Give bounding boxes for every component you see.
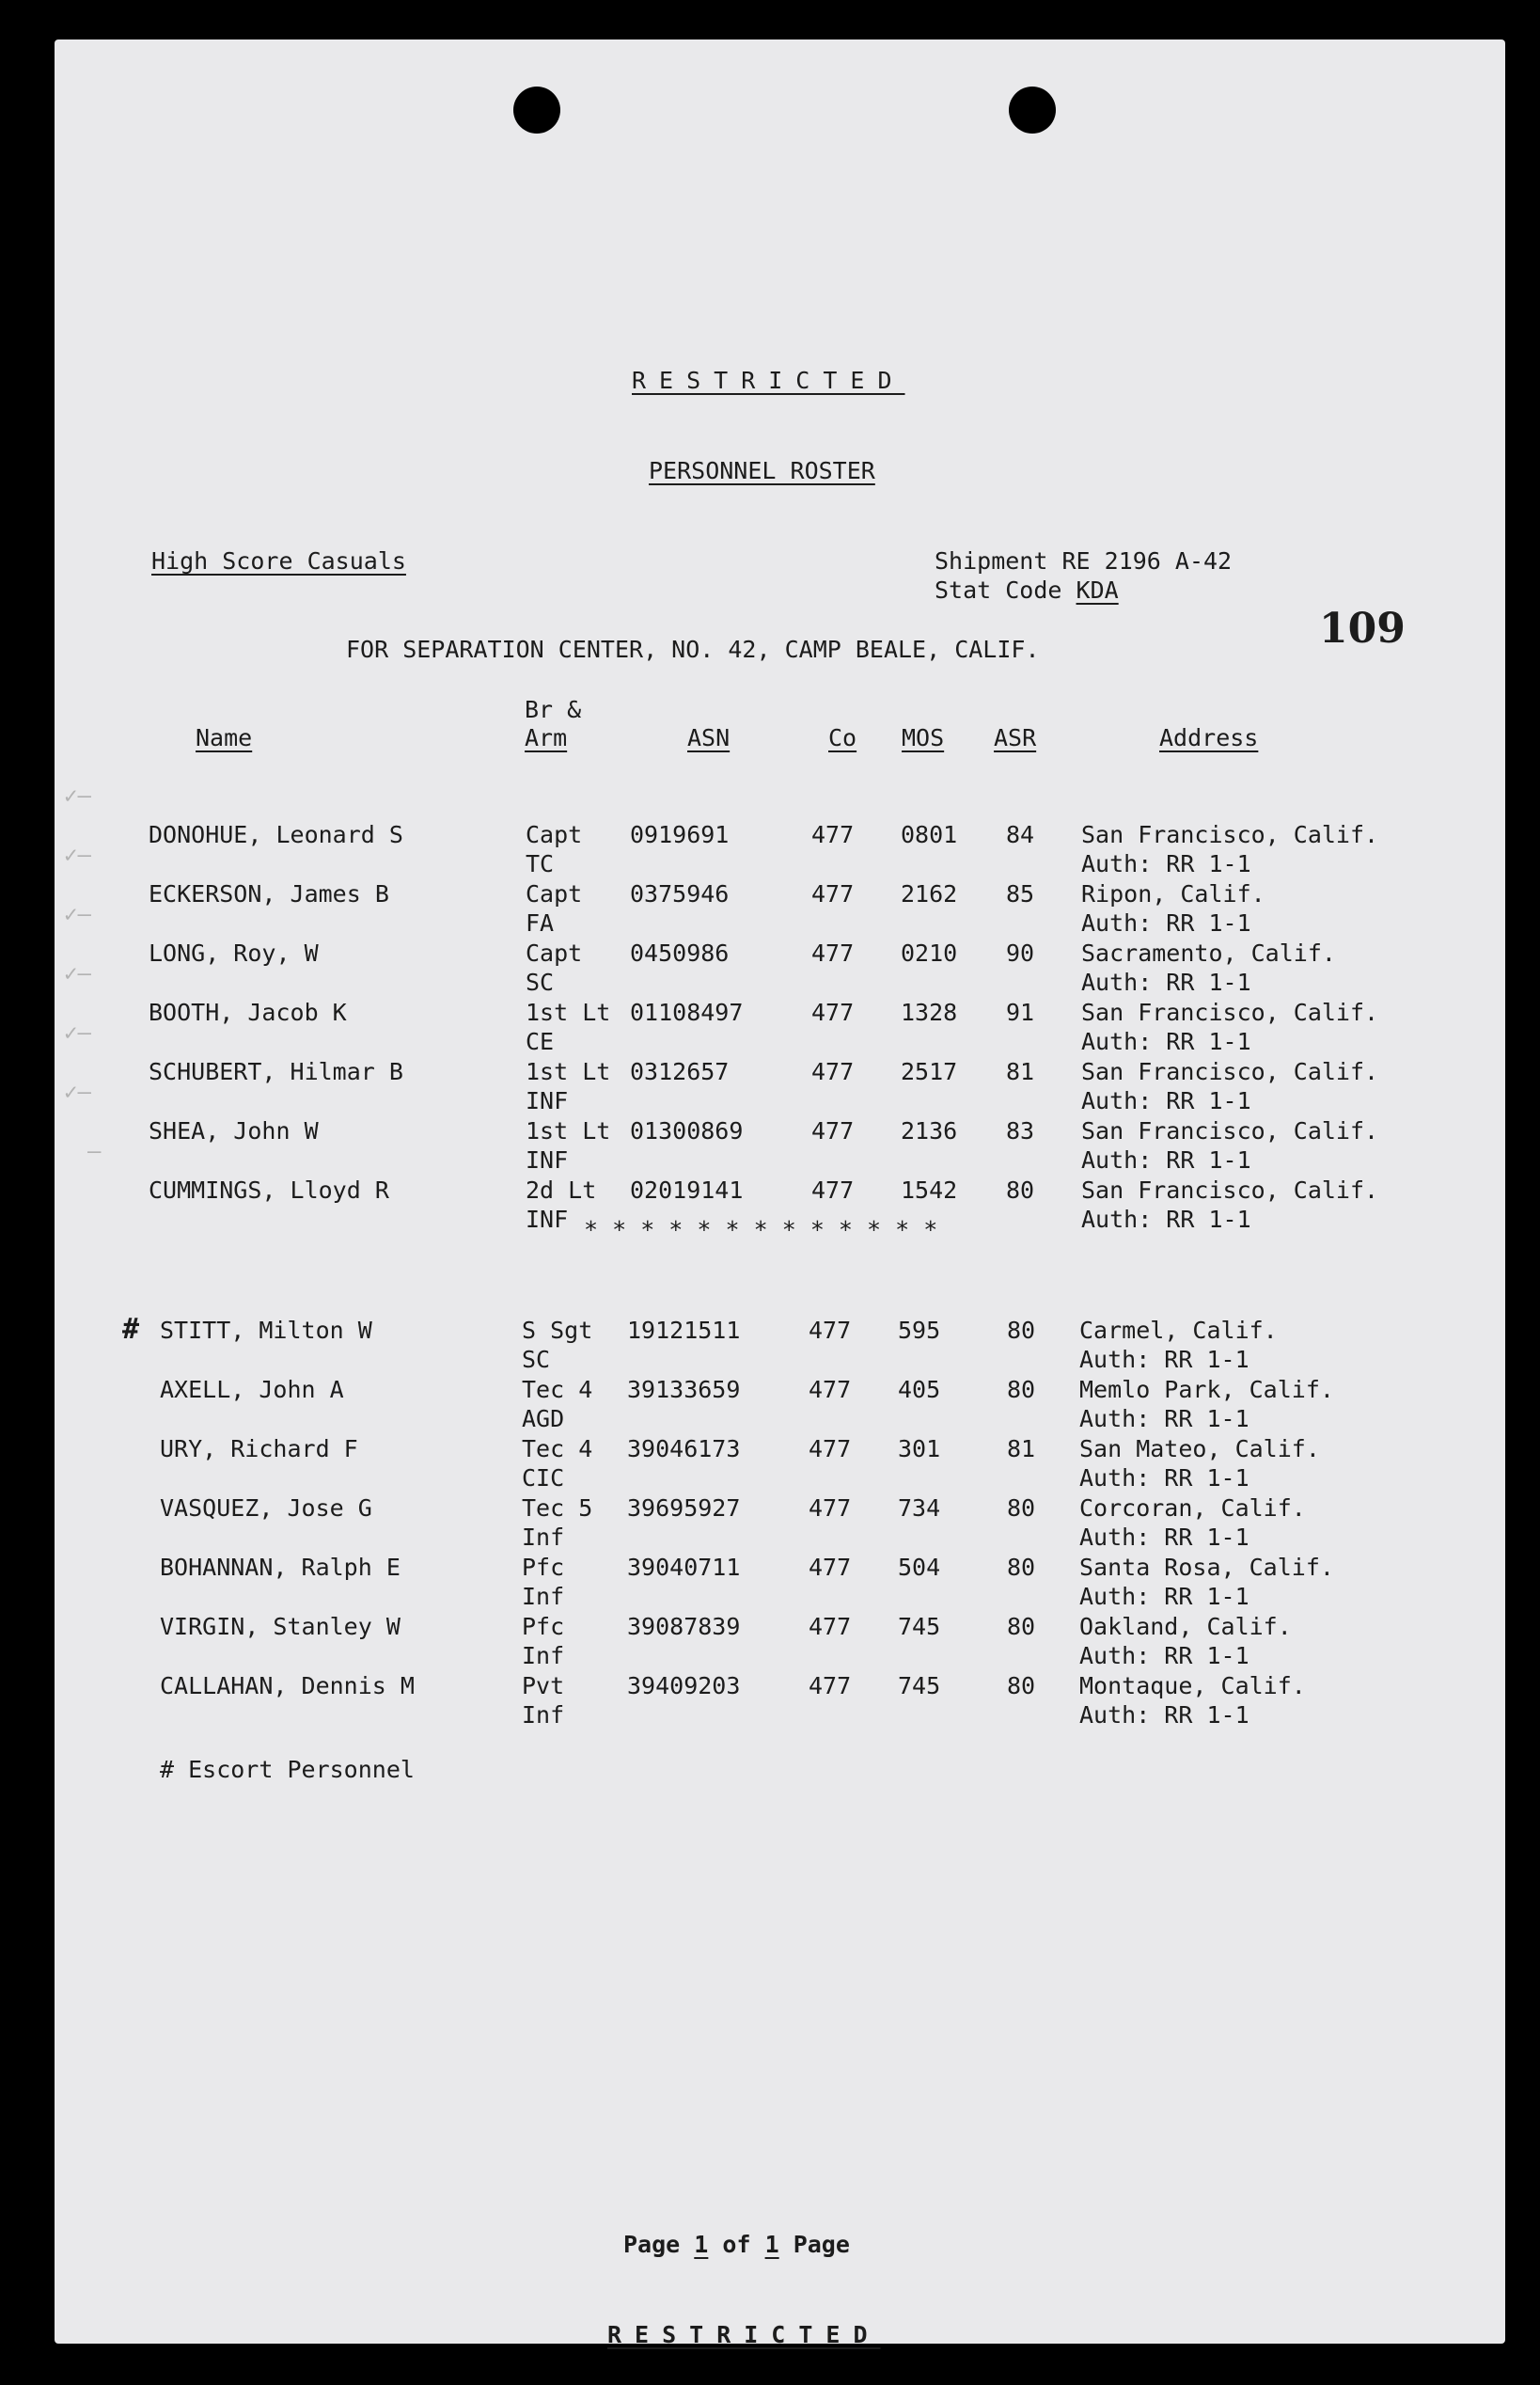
punch-hole-right: [1009, 87, 1056, 134]
mos: 504: [898, 1554, 941, 1581]
asr-score: 80: [1007, 1494, 1036, 1522]
classification-footer: RESTRICTED: [607, 2321, 881, 2348]
rank: 1st Lt: [526, 999, 611, 1026]
address: Corcoran, Calif.: [1079, 1494, 1306, 1522]
page-current: 1: [694, 2231, 709, 2258]
person-name: SHEA, John W: [149, 1117, 319, 1145]
branch: TC: [526, 850, 555, 877]
person-name: VIRGIN, Stanley W: [160, 1613, 401, 1640]
authority: Auth: RR 1-1: [1079, 1642, 1249, 1669]
authority: Auth: RR 1-1: [1081, 1206, 1251, 1233]
asr-score: 80: [1007, 1376, 1036, 1403]
check-mark: ✓–: [64, 782, 91, 809]
page-total: 1: [764, 2231, 779, 2258]
col-asn: ASN: [687, 724, 731, 751]
group-label: High Score Casuals: [151, 547, 406, 575]
asr-score: 83: [1006, 1117, 1035, 1145]
shipment-value: RE 2196 A-42: [1061, 547, 1233, 575]
branch: CE: [526, 1028, 555, 1055]
check-mark: ✓–: [64, 1079, 91, 1105]
authority: Auth: RR 1-1: [1079, 1405, 1249, 1432]
mos: 734: [898, 1494, 941, 1522]
branch: INF: [526, 1146, 569, 1174]
company: 477: [809, 1672, 852, 1699]
company: 477: [811, 880, 855, 908]
branch: SC: [526, 969, 555, 996]
rank: Tec 4: [522, 1376, 593, 1403]
row-mark: #: [122, 1313, 140, 1346]
company: 477: [811, 1177, 855, 1204]
branch: INF: [526, 1206, 569, 1233]
rank: Capt: [526, 880, 583, 908]
asn: 02019141: [630, 1177, 744, 1204]
rank: Capt: [526, 821, 583, 848]
person-name: STITT, Milton W: [160, 1317, 372, 1344]
authority: Auth: RR 1-1: [1081, 1087, 1251, 1114]
page-number: 109: [1319, 605, 1406, 653]
authority: Auth: RR 1-1: [1079, 1701, 1249, 1729]
address: San Francisco, Calif.: [1081, 1177, 1379, 1204]
branch: INF: [526, 1087, 569, 1114]
shipment-line: [935, 549, 1232, 573]
mos: 0801: [901, 821, 958, 848]
authority: Auth: RR 1-1: [1081, 1146, 1251, 1174]
branch: Inf: [522, 1642, 565, 1669]
asr-score: 80: [1007, 1613, 1036, 1640]
company: 477: [811, 940, 855, 967]
mos: 745: [898, 1613, 941, 1640]
company: 477: [809, 1376, 852, 1403]
rank: 1st Lt: [526, 1058, 611, 1085]
classification-header: RESTRICTED: [632, 367, 905, 394]
branch: CIC: [522, 1464, 565, 1492]
document-title: PERSONNEL ROSTER: [649, 457, 875, 484]
person-name: CUMMINGS, Lloyd R: [149, 1177, 389, 1204]
person-name: BOOTH, Jacob K: [149, 999, 347, 1026]
asr-score: 81: [1007, 1435, 1036, 1462]
company: 477: [811, 1117, 855, 1145]
col-mos: MOS: [902, 724, 945, 751]
address: Ripon, Calif.: [1081, 880, 1265, 908]
rank: Tec 5: [522, 1494, 593, 1522]
branch: Inf: [522, 1701, 565, 1729]
person-name: ECKERSON, James B: [149, 880, 389, 908]
authority: Auth: RR 1-1: [1081, 1028, 1251, 1055]
of-word: of: [722, 2231, 751, 2258]
check-mark: ✓–: [64, 901, 91, 927]
address: San Francisco, Calif.: [1081, 999, 1379, 1026]
stat-code-value: KDA: [1076, 577, 1119, 604]
col-asr: ASR: [994, 724, 1037, 751]
person-name: SCHUBERT, Hilmar B: [149, 1058, 403, 1085]
asn: 39046173: [627, 1435, 741, 1462]
person-name: URY, Richard F: [160, 1435, 358, 1462]
authority: Auth: RR 1-1: [1081, 969, 1251, 996]
asn: 39695927: [627, 1494, 741, 1522]
mos: 1542: [901, 1177, 958, 1204]
branch: SC: [522, 1346, 551, 1373]
authority: Auth: RR 1-1: [1079, 1464, 1249, 1492]
person-name: CALLAHAN, Dennis M: [160, 1672, 415, 1699]
company: 477: [809, 1613, 852, 1640]
address: Oakland, Calif.: [1079, 1613, 1292, 1640]
asn: 0312657: [630, 1058, 730, 1085]
rank: Pfc: [522, 1613, 565, 1640]
asr-score: 80: [1007, 1554, 1036, 1581]
authority: Auth: RR 1-1: [1079, 1583, 1249, 1610]
address: San Francisco, Calif.: [1081, 1058, 1379, 1085]
asr-score: 90: [1006, 940, 1035, 967]
asn: 01300869: [630, 1117, 744, 1145]
rank: S Sgt: [522, 1317, 593, 1344]
address: Memlo Park, Calif.: [1079, 1376, 1334, 1403]
footnote: # Escort Personnel: [160, 1756, 415, 1783]
shipment-label: Shipment: [935, 547, 1048, 575]
asn: 39087839: [627, 1613, 741, 1640]
address: San Francisco, Calif.: [1081, 821, 1379, 848]
check-mark: ✓–: [64, 1019, 91, 1046]
asr-score: 80: [1007, 1317, 1036, 1344]
branch: FA: [526, 909, 555, 937]
asr-score: 84: [1006, 821, 1035, 848]
address: Santa Rosa, Calif.: [1079, 1554, 1334, 1581]
branch: AGD: [522, 1405, 565, 1432]
stat-code-line: [935, 578, 1119, 602]
mos: 595: [898, 1317, 941, 1344]
company: 477: [809, 1554, 852, 1581]
rank: Pvt: [522, 1672, 565, 1699]
branch: Inf: [522, 1583, 565, 1610]
company: 477: [811, 1058, 855, 1085]
company: 477: [809, 1435, 852, 1462]
rank: Capt: [526, 940, 583, 967]
stat-code-label: Stat Code: [935, 577, 1062, 604]
asn: 0919691: [630, 821, 730, 848]
check-mark: ✓–: [64, 842, 91, 868]
col-co: Co: [828, 724, 857, 751]
rank: 1st Lt: [526, 1117, 611, 1145]
mos: 2162: [901, 880, 958, 908]
address: San Francisco, Calif.: [1081, 1117, 1379, 1145]
col-br-arm-top: Br &: [525, 696, 582, 723]
mos: 405: [898, 1376, 941, 1403]
page-footer: [623, 2233, 850, 2256]
rank: Pfc: [522, 1554, 565, 1581]
page-word: Page: [623, 2231, 681, 2258]
address: Montaque, Calif.: [1079, 1672, 1306, 1699]
address: Carmel, Calif.: [1079, 1317, 1278, 1344]
person-name: BOHANNAN, Ralph E: [160, 1554, 401, 1581]
rank: Tec 4: [522, 1435, 593, 1462]
asn: 0375946: [630, 880, 730, 908]
authority: Auth: RR 1-1: [1079, 1346, 1249, 1373]
asn: 0450986: [630, 940, 730, 967]
col-name: Name: [196, 724, 253, 751]
company: 477: [811, 999, 855, 1026]
mos: 2517: [901, 1058, 958, 1085]
authority: Auth: RR 1-1: [1081, 909, 1251, 937]
mos: 1328: [901, 999, 958, 1026]
rank: 2d Lt: [526, 1177, 597, 1204]
address: Sacramento, Calif.: [1081, 940, 1336, 967]
asr-score: 80: [1007, 1672, 1036, 1699]
check-mark: –: [87, 1138, 102, 1164]
punch-hole-left: [513, 87, 560, 134]
mos: 301: [898, 1435, 941, 1462]
company: 477: [811, 821, 855, 848]
asn: 39040711: [627, 1554, 741, 1581]
asn: 39133659: [627, 1376, 741, 1403]
section-separator: * * * * * * * * * * * * *: [584, 1216, 938, 1243]
person-name: AXELL, John A: [160, 1376, 344, 1403]
page-word-2: Page: [793, 2231, 850, 2258]
person-name: LONG, Roy, W: [149, 940, 319, 967]
destination-line: FOR SEPARATION CENTER, NO. 42, CAMP BEALE, CALIF.: [346, 636, 1040, 663]
asn: 19121511: [627, 1317, 741, 1344]
person-name: VASQUEZ, Jose G: [160, 1494, 372, 1522]
asr-score: 85: [1006, 880, 1035, 908]
mos: 2136: [901, 1117, 958, 1145]
asn: 39409203: [627, 1672, 741, 1699]
col-br-arm: Arm: [525, 724, 568, 751]
asn: 01108497: [630, 999, 744, 1026]
asr-score: 91: [1006, 999, 1035, 1026]
col-address: Address: [1159, 724, 1259, 751]
authority: Auth: RR 1-1: [1081, 850, 1251, 877]
authority: Auth: RR 1-1: [1079, 1524, 1249, 1551]
branch: Inf: [522, 1524, 565, 1551]
address: San Mateo, Calif.: [1079, 1435, 1320, 1462]
asr-score: 80: [1006, 1177, 1035, 1204]
person-name: DONOHUE, Leonard S: [149, 821, 403, 848]
company: 477: [809, 1494, 852, 1522]
company: 477: [809, 1317, 852, 1344]
mos: 745: [898, 1672, 941, 1699]
mos: 0210: [901, 940, 958, 967]
asr-score: 81: [1006, 1058, 1035, 1085]
check-mark: ✓–: [64, 960, 91, 987]
document-page: [55, 39, 1505, 2348]
